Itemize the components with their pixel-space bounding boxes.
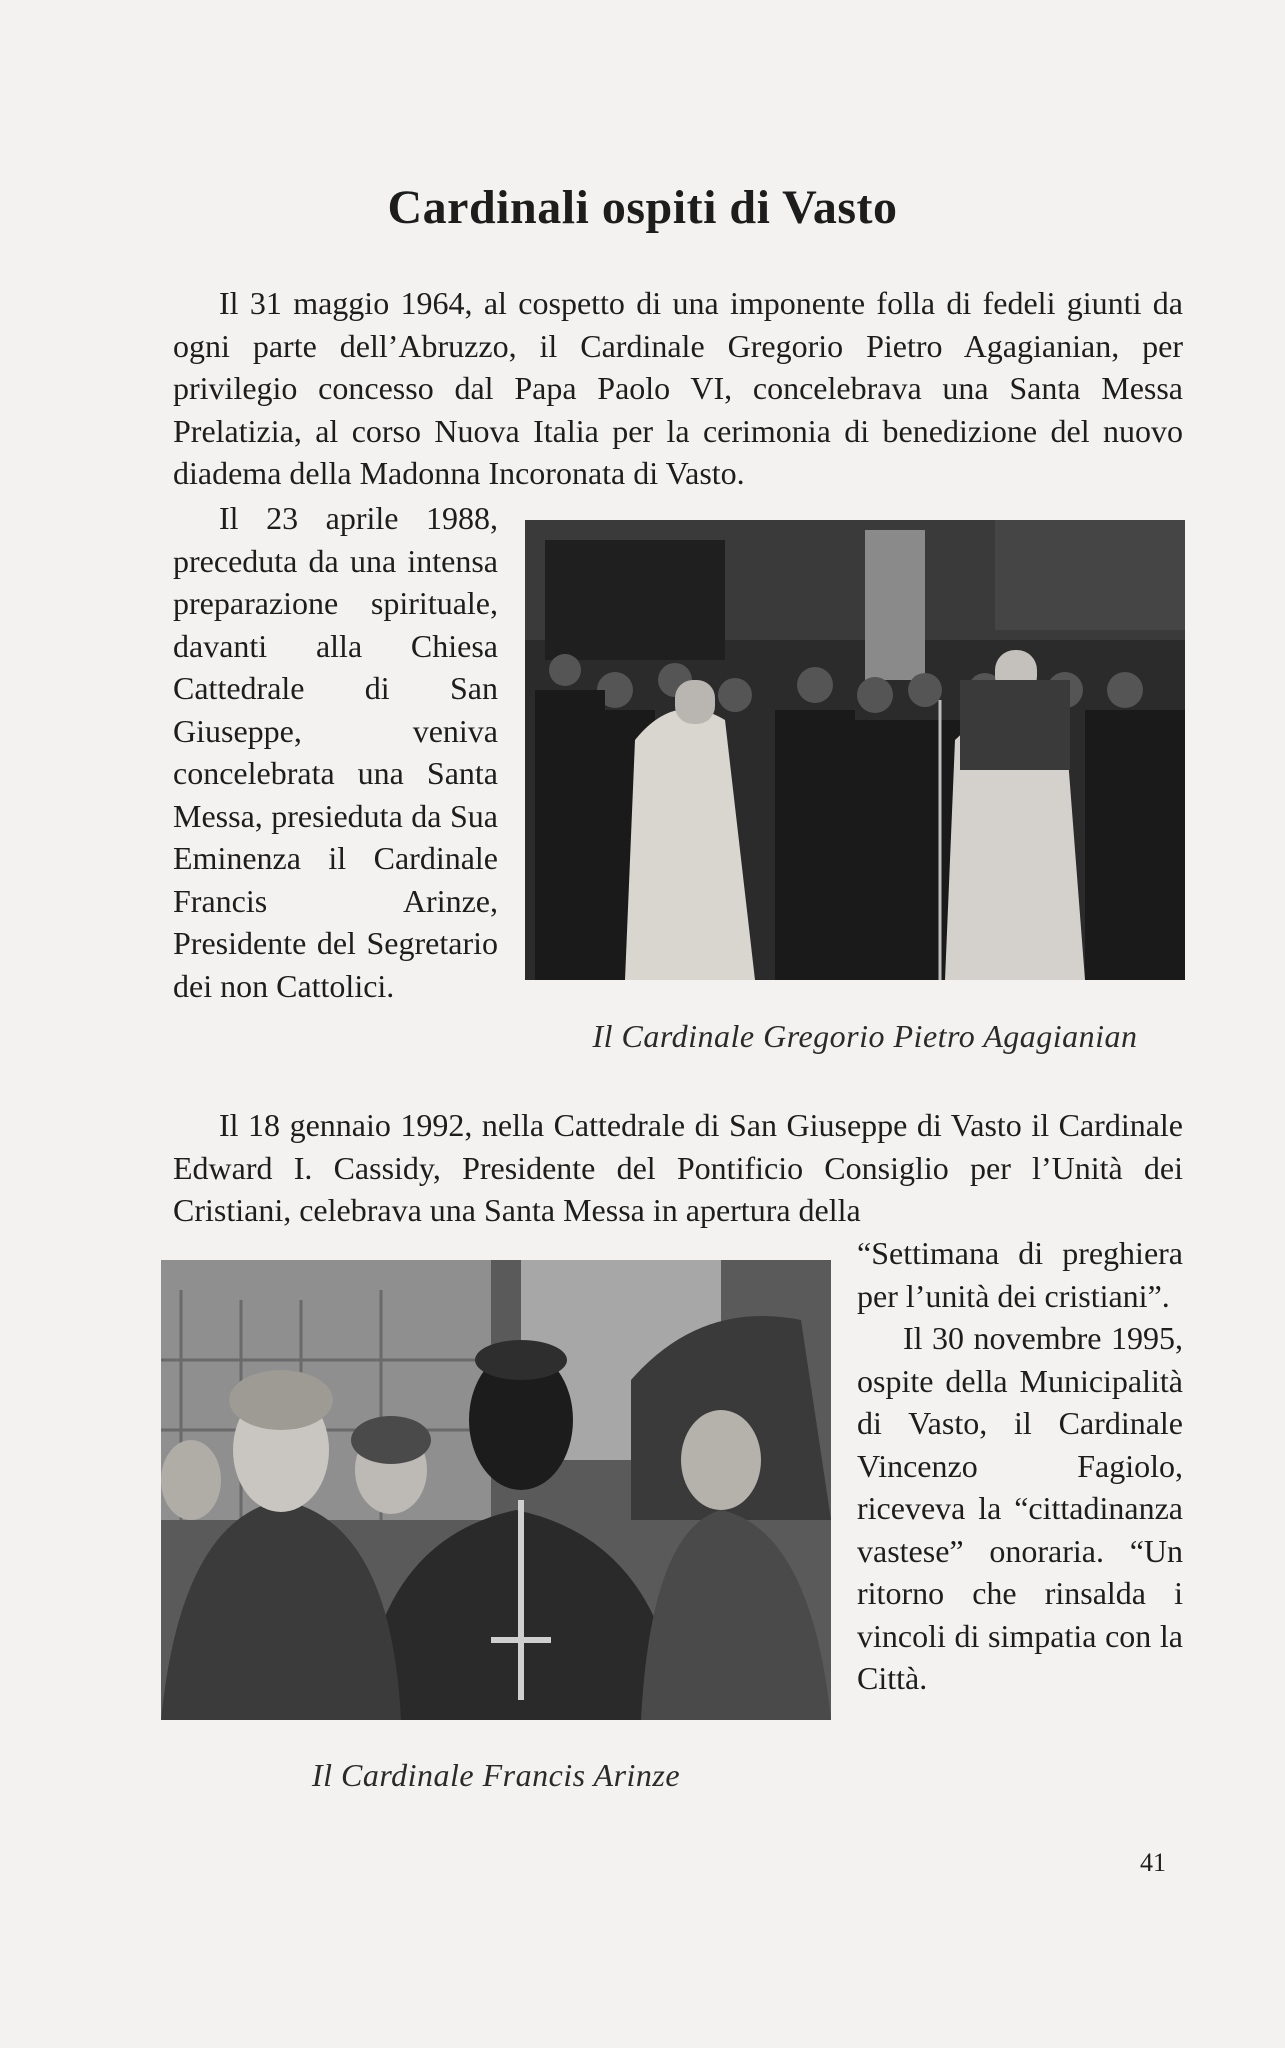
- caption-photo-2: Il Cardinale Francis Arinze: [311, 1757, 681, 1793]
- paragraph-1992-continuation: “Settimana di preghiera per l’unità dei cristiani”.: [857, 1235, 1183, 1314]
- caption-photo-1: Il Cardinale Gregorio Pietro Agagianian: [592, 1018, 1138, 1054]
- paragraph-1988: Il 23 aprile 1988, preceduta da una intensa preparazione spirituale, davanti alla Chiesa Cattedrale di San Giuseppe, veniva concelebrata una Santa Messa, presieduta da Sua Eminenza il Cardinale Francis Arinze, Presidente del Segretario dei non Cattolici.: [173, 500, 498, 1004]
- page-number: 41: [1140, 1848, 1166, 1877]
- paragraph-1995-text: Il 30 novembre 1995, ospite della Municipalità di Vasto, il Cardinale Vincenzo Fagiolo, riceveva la “cittadinanza vastese” onoraria. “Un ritorno che rinsalda i vincoli di simpatia con la Città.: [857, 1320, 1183, 1696]
- paragraph-1964: Il 31 maggio 1964, al cospetto di una imponente folla di fedeli giunti da ogni parte dell’Abruzzo, il Cardinale Gregorio Pietro Agagianian, per privilegio concesso dal Papa Paolo VI, concelebrava una Santa Messa Prelatizia, al corso Nuova Italia per la cerimonia di benedizione del nuovo diadema della Madonna Incoronata di Vasto.: [173, 285, 1183, 491]
- photo-cardinale-arinze: [161, 1260, 831, 1720]
- photo-cardinale-agagianian: [525, 520, 1185, 980]
- paragraph-1995: [857, 1232, 1183, 1700]
- paragraph-1992: Il 18 gennaio 1992, nella Cattedrale di San Giuseppe di Vasto il Cardinale Edward I. Cassidy, Presidente del Pontificio Consiglio per l’Unità dei Cristiani, celebrava una Santa Messa in apertura della: [173, 1107, 1183, 1228]
- page-title: Cardinali ospiti di Vasto: [387, 181, 898, 234]
